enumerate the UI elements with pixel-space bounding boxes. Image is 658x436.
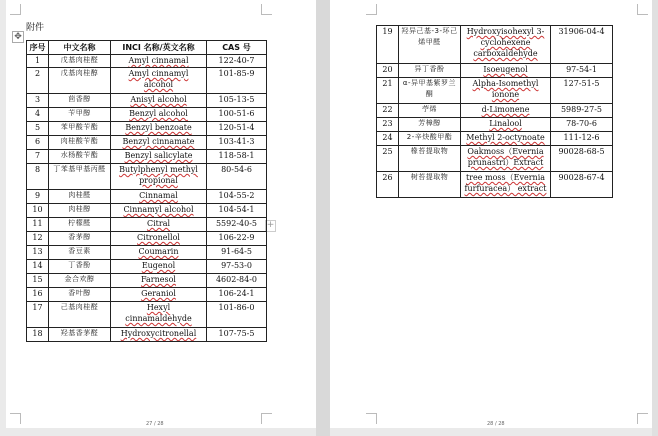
inci-name-cell: Geraniol [111,288,207,302]
cas-number-cell: 104-54-1 [207,204,267,218]
table-move-handle-icon[interactable]: ✥ [12,31,24,43]
cas-number-cell: 111-12-6 [551,132,613,146]
cas-number-cell: 4602-84-0 [207,274,267,288]
cas-number-cell: 118-58-1 [207,150,267,164]
table-row [27,150,267,164]
cas-number-cell: 106-24-1 [207,288,267,302]
chinese-name-cell: 树苔提取物 [399,172,461,198]
row-index: 14 [27,260,49,274]
row-index: 19 [377,26,399,64]
chinese-name-cell: 苧烯 [399,104,461,118]
crop-mark [637,4,648,15]
chinese-name-cell: 香豆素 [49,246,111,260]
chinese-name-cell: 芳樟醇 [399,118,461,132]
inci-name-cell: Amyl cinnamyl alcohol [111,68,207,94]
add-column-icon[interactable]: + [266,220,275,230]
fragrance-allergen-table-part2 [376,25,613,198]
inci-name-cell: Hydroxycitronellal [111,328,207,342]
table-row [27,232,267,246]
chinese-name-cell: 肉桂醇 [49,204,111,218]
row-index: 13 [27,246,49,260]
inci-name-cell: Citral [111,218,207,232]
table-row [27,136,267,150]
table-row [377,132,613,146]
table-row [377,64,613,78]
chinese-name-cell: 丁苯基甲基丙醛 [49,164,111,190]
inci-name-cell: Benzyl benzoate [111,122,207,136]
row-index: 3 [27,94,49,108]
inci-name-cell: Eugenol [111,260,207,274]
cas-number-cell: 101-86-0 [207,302,267,328]
table-row [27,55,267,68]
cas-number-cell: 5989-27-5 [551,104,613,118]
crop-mark [261,413,272,424]
chinese-name-cell: 戊基肉桂醛 [49,55,111,68]
inci-name-cell: Amyl cinnamal [111,55,207,68]
inci-name-cell: Hydroxyisohexyl 3-cyclohexene carboxaldehyde [461,26,551,64]
table-row [27,94,267,108]
row-index: 12 [27,232,49,246]
table-row [27,122,267,136]
header-chinese-name: 中文名称 [49,41,111,55]
inci-name-cell: Methyl 2-octynoate [461,132,551,146]
inci-name-cell: Alpha-Isomethyl ionone [461,78,551,104]
fragrance-allergen-table-part1 [26,40,267,342]
inci-name-cell: Coumarin [111,246,207,260]
chinese-name-cell: 2-辛炔酸甲酯 [399,132,461,146]
row-index: 5 [27,122,49,136]
table-row [27,302,267,328]
row-index: 6 [27,136,49,150]
cas-number-cell: 80-54-6 [207,164,267,190]
table-row [377,118,613,132]
header-index: 序号 [27,41,49,55]
inci-name-cell: Oakmoss（Evernia prunastri）Extract [461,146,551,172]
chinese-name-cell: 异丁香酚 [399,64,461,78]
row-index: 9 [27,190,49,204]
table-row [27,164,267,190]
table-row [27,288,267,302]
table-row [27,204,267,218]
table-row [27,274,267,288]
cas-number-cell: 120-51-4 [207,122,267,136]
row-index: 15 [27,274,49,288]
chinese-name-cell: 金合欢醇 [49,274,111,288]
table-row [27,108,267,122]
chinese-name-cell: 橡苔提取物 [399,146,461,172]
row-index: 1 [27,55,49,68]
cas-number-cell: 5592-40-5 [207,218,267,232]
cas-number-cell: 107-75-5 [207,328,267,342]
table-row [377,26,613,64]
table-row [27,68,267,94]
chinese-name-cell: 肉桂醛 [49,190,111,204]
row-index: 11 [27,218,49,232]
cas-number-cell: 97-53-0 [207,260,267,274]
inci-name-cell: Cinnamal [111,190,207,204]
cas-number-cell: 122-40-7 [207,55,267,68]
inci-name-cell: Linalool [461,118,551,132]
chinese-name-cell: 羟异己基-3-环己烯甲醛 [399,26,461,64]
row-index: 7 [27,150,49,164]
row-index: 16 [27,288,49,302]
chinese-name-cell: 羟基香茅醛 [49,328,111,342]
chinese-name-cell: 柠檬醛 [49,218,111,232]
row-index: 26 [377,172,399,198]
table-row [377,146,613,172]
crop-mark [10,413,21,424]
row-index: 4 [27,108,49,122]
table-row [377,78,613,104]
chinese-name-cell: 香叶醇 [49,288,111,302]
header-inci-name: INCI 名称/英文名称 [111,41,207,55]
row-index: 10 [27,204,49,218]
cas-number-cell: 106-22-9 [207,232,267,246]
table-row [27,190,267,204]
crop-mark [637,413,648,424]
cas-number-cell: 104-55-2 [207,190,267,204]
cas-number-cell: 31906-04-4 [551,26,613,64]
table-header-row [27,41,267,55]
chinese-name-cell: 水杨酸苄酯 [49,150,111,164]
chinese-name-cell: 丁香酚 [49,260,111,274]
table-row [27,328,267,342]
row-index: 21 [377,78,399,104]
inci-name-cell: tree moss（Evernia furfuracea） extract [461,172,551,198]
row-index: 17 [27,302,49,328]
cas-number-cell: 103-41-3 [207,136,267,150]
table-row [27,260,267,274]
inci-name-cell: Isoeugenol [461,64,551,78]
row-index: 25 [377,146,399,172]
attachment-heading: 附件 [26,23,45,33]
chinese-name-cell: 苯甲酸苄酯 [49,122,111,136]
row-index: 2 [27,68,49,94]
row-index: 22 [377,104,399,118]
inci-name-cell: Hexyl cinnamaldehyde [111,302,207,328]
page-gutter [316,0,330,436]
cas-number-cell: 127-51-5 [551,78,613,104]
crop-mark [10,4,21,15]
cas-number-cell: 90028-68-5 [551,146,613,172]
inci-name-cell: Anisyl alcohol [111,94,207,108]
chinese-name-cell: 香茅醇 [49,232,111,246]
table-row [377,172,613,198]
cas-number-cell: 91-64-5 [207,246,267,260]
chinese-name-cell: 己基肉桂醛 [49,302,111,328]
table-row [377,104,613,118]
header-cas-number: CAS 号 [207,41,267,55]
cas-number-cell: 100-51-6 [207,108,267,122]
cas-number-cell: 78-70-6 [551,118,613,132]
page-number: 27 / 28 [146,421,164,427]
row-index: 18 [27,328,49,342]
crop-mark [261,4,272,15]
row-index: 24 [377,132,399,146]
row-index: 8 [27,164,49,190]
inci-name-cell: Benzyl cinnamate [111,136,207,150]
inci-name-cell: Benzyl salicylate [111,150,207,164]
page-number: 28 / 28 [487,421,505,427]
chinese-name-cell: 茴香醇 [49,94,111,108]
vertical-scrollbar[interactable] [652,0,658,436]
chinese-name-cell: 肉桂酸苄酯 [49,136,111,150]
inci-name-cell: d-Limonene [461,104,551,118]
crop-mark [366,4,377,15]
inci-name-cell: Benzyl alcohol [111,108,207,122]
cas-number-cell: 101-85-9 [207,68,267,94]
chinese-name-cell: 苄甲醇 [49,108,111,122]
chinese-name-cell: α-异甲基紫罗兰酮 [399,78,461,104]
row-index: 20 [377,64,399,78]
inci-name-cell: Farnesol [111,274,207,288]
table-row [27,246,267,260]
table-row [27,218,267,232]
cas-number-cell: 90028-67-4 [551,172,613,198]
inci-name-cell: Cinnamyl alcohol [111,204,207,218]
inci-name-cell: Butylphenyl methyl propional [111,164,207,190]
row-index: 23 [377,118,399,132]
chinese-name-cell: 戊基肉桂醇 [49,68,111,94]
crop-mark [366,413,377,424]
inci-name-cell: Citronellol [111,232,207,246]
cas-number-cell: 105-13-5 [207,94,267,108]
cas-number-cell: 97-54-1 [551,64,613,78]
